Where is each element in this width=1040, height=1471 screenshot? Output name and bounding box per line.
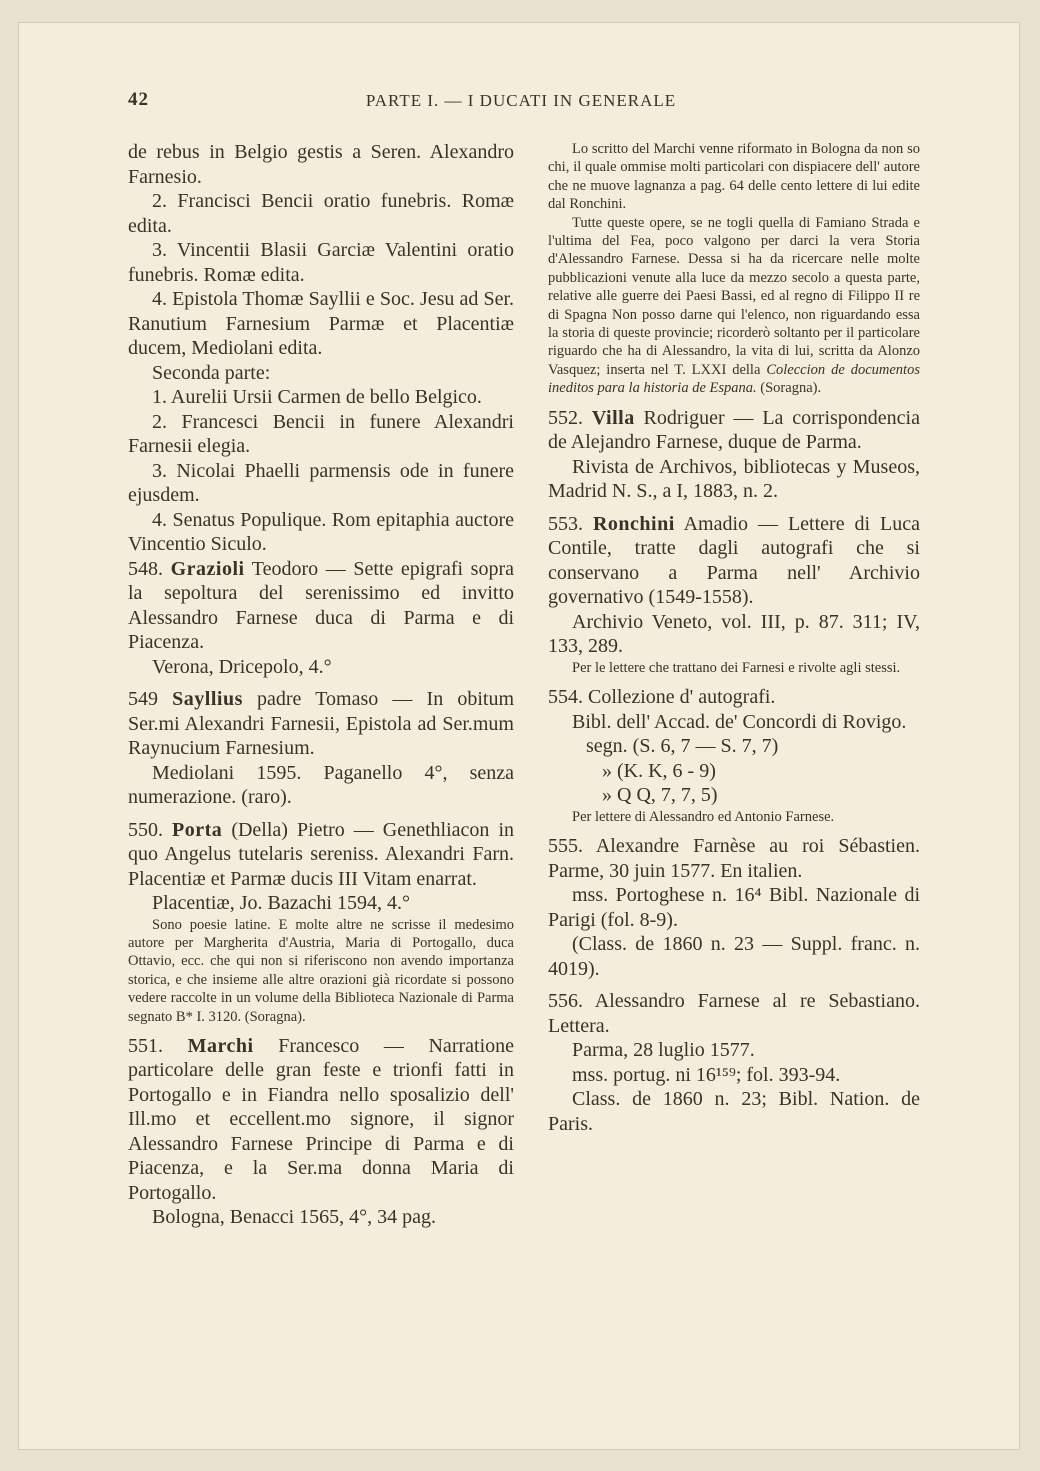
entry-553 (548, 512, 920, 677)
entry-title: Collezione d' autografi. (583, 686, 776, 709)
entry-author: Porta (172, 818, 223, 841)
entry-554 (548, 685, 920, 826)
entry-imprint: Archivio Veneto, vol. III, p. 87. 311; IV, 133, 289. (548, 610, 920, 658)
entry-title: Amadio — Lettere di Luca Contile, tratte dagli autografi che si conservano a Parma nell' Archivio governativo (1549-1558). (548, 512, 920, 609)
entry-author: Grazioli (170, 557, 245, 580)
entry-number: 549 (128, 688, 158, 710)
entry-note: Per lettere di Alessandro ed Antonio Farnese. (572, 808, 835, 825)
entry-552 (548, 406, 920, 504)
entry-imprint: (Class. de 1860 n. 23 — Suppl. franc. n. 4019). (548, 933, 920, 980)
entry-author: Villa (591, 406, 635, 429)
entry-number: 554. (548, 686, 583, 709)
shelfmark-line: » Q Q, 7, 7, 5) (602, 784, 718, 807)
entry-author: Marchi (187, 1034, 254, 1057)
entry-imprint: mss. Portoghese n. 16⁴ Bibl. Nazionale di Parigi (fol. 8-9). (548, 884, 920, 931)
entry-number: 556. (548, 990, 583, 1012)
entry-number: 548. (128, 557, 163, 580)
left-column (128, 140, 514, 1230)
entry-imprint: Bologna, Benacci 1565, 4°, 34 pag. (152, 1206, 437, 1229)
page-header (128, 89, 914, 113)
entry-note: Sono poesie latine. E molte altre ne scrisse il medesimo autore per Margherita d'Austria, Maria di Portogallo, duca Ottavio, ecc. che qui non si riferiscono non avendo importanza storica, e che insieme alle altre orazioni già ricordate si possono vedere raccolte in un volume della Biblioteca Nazionale di Parma segnato B* I. 3120. (Soragna). (128, 916, 514, 1025)
entry-imprint: Rivista de Archivos, bibliotecas y Museos, Madrid N. S., a I, 1883, n. 2. (548, 455, 920, 503)
text-line: 4. Epistola Thomæ Sayllii e Soc. Jesu ad Ser. Ranutium Farnesium Parmæ et Placentiæ ducem, Mediolani edita. (128, 288, 514, 359)
note-paragraph (548, 214, 920, 398)
shelfmark-line: segn. (S. 6, 7 — S. 7, 7) (586, 735, 779, 758)
entry-title: Rodriguer — La corrispondencia de Alejandro Farnese, duque de Parma. (548, 406, 920, 454)
entry-note: Per le lettere che trattano dei Farnesi e rivolte agli stessi. (572, 659, 901, 676)
text-line: 4. Senatus Populique. Rom epitaphia auctore Vincentio Siculo. (128, 508, 514, 555)
entry-imprint: Class. de 1860 n. 23; Bibl. Nation. de Paris. (548, 1088, 920, 1135)
entry-550 (128, 818, 514, 1026)
note-italic-title: Coleccion de documentos ineditos para la historia de Espana. (548, 361, 920, 397)
entry-title: (Della) Pietro — Genethliacon in quo Angelus tutelaris sereniss. Alexandri Farn. Placentiæ et Parmæ ducis III Vitam enarrat. (128, 818, 514, 890)
entry-imprint: Bibl. dell' Accad. de' Concordi di Rovigo. (572, 710, 907, 733)
entry-556 (548, 989, 920, 1136)
entry-title: Teodoro — Sette epigrafi sopra la sepoltura del serenissimo ed invitto Alessandro Farnese duca di Parma e di Piacenza. (128, 557, 515, 653)
page-number: 42 (128, 89, 149, 110)
entry-number: 550. (128, 818, 163, 841)
note-text: (Soragna). (756, 380, 822, 397)
text-line: de rebus in Belgio gestis a Seren. Alexandro Farnesio. (128, 141, 514, 188)
entry-imprint: Parma, 28 luglio 1577. (572, 1039, 755, 1061)
text-line: 2. Francisci Bencii oratio funebris. Romæ edita. (128, 190, 514, 237)
text-line: 2. Francesci Bencii in funere Alexandri Farnesii elegia. (128, 410, 514, 457)
entry-number: 555. (548, 835, 583, 857)
running-title: PARTE I. — I DUCATI IN GENERALE (365, 91, 677, 110)
entry-551 (128, 1034, 514, 1230)
entry-title: Alexandre Farnèse au roi Sébastien. Parme, 30 juin 1577. En italien. (548, 835, 920, 882)
entry-author: Ronchini (592, 512, 675, 535)
entry-imprint: Verona, Dricepolo, 4.° (152, 655, 332, 678)
entry-548 (128, 557, 514, 680)
entry-imprint: mss. portug. ni 16¹⁵⁹; fol. 393-94. (572, 1063, 841, 1086)
entry-imprint: Placentiæ, Jo. Bazachi 1594, 4.° (152, 892, 410, 914)
entry-title: Alessandro Farnese al re Sebastiano. Lettera. (548, 990, 920, 1037)
note-paragraph: Lo scritto del Marchi venne riformato in Bologna da non so chi, il quale ommise molti particolari con dispiacere dell' autore che ne muove lagnanza a pag. 64 delle cento lettere di lui edite dal Ronchini. (548, 141, 920, 213)
text-line: 1. Aurelii Ursii Carmen de bello Belgico. (152, 386, 482, 408)
entry-author: Sayllius (172, 688, 243, 710)
entry-imprint: Mediolani 1595. Paganello 4°, senza numerazione. (raro). (128, 761, 514, 808)
shelfmark-line: » (K. K, 6 - 9) (602, 759, 716, 782)
text-line: Seconda parte: (152, 361, 271, 384)
right-column (548, 140, 920, 1136)
entry-number: 553. (548, 512, 583, 535)
entry-number: 551. (128, 1034, 163, 1057)
text-line: 3. Nicolai Phaelli parmensis ode in funere ejusdem. (128, 459, 514, 506)
note-text: Tutte queste opere, se ne togli quella di Famiano Strada e l'ultima del Fea, poco valgono per darci la vera Storia d'Alessandro Farnese. Dessa si ha da ricercare nelle molte pubblicazioni venute alla luce da mezzo secolo a questa parte, relative alle guerre dei Paesi Bassi, ed al regno di Filippo II re di Spagna Non posso darne qui l'elenco, non riguardando essa la storia di queste provincie; ricorderò soltanto per il particolare riguardo che ha di Alessandro, la vita di lui, scritta da Alonzo Vasquez; inserta nel T. LXXI della (548, 214, 920, 378)
entry-549 (128, 687, 514, 810)
entry-title: Francesco — Narratione particolare delle gran feste e trionfi fatti in Portogallo e in Fiandra nello sposalizio dell' Ill.mo et eccellent.mo signore, il signor Alessandro Farnese Principe di Parma e di Piacenza, e la Ser.ma donna Maria di Portogallo. (128, 1034, 514, 1204)
entry-title: padre Tomaso — In obitum Ser.mi Alexandri Farnesii, Epistola ad Ser.mum Raynucium Farnesium. (128, 688, 515, 759)
text-line: 3. Vincentii Blasii Garciæ Valentini oratio funebris. Romæ edita. (128, 239, 514, 286)
entry-555 (548, 834, 920, 981)
entry-number: 552. (548, 406, 583, 429)
